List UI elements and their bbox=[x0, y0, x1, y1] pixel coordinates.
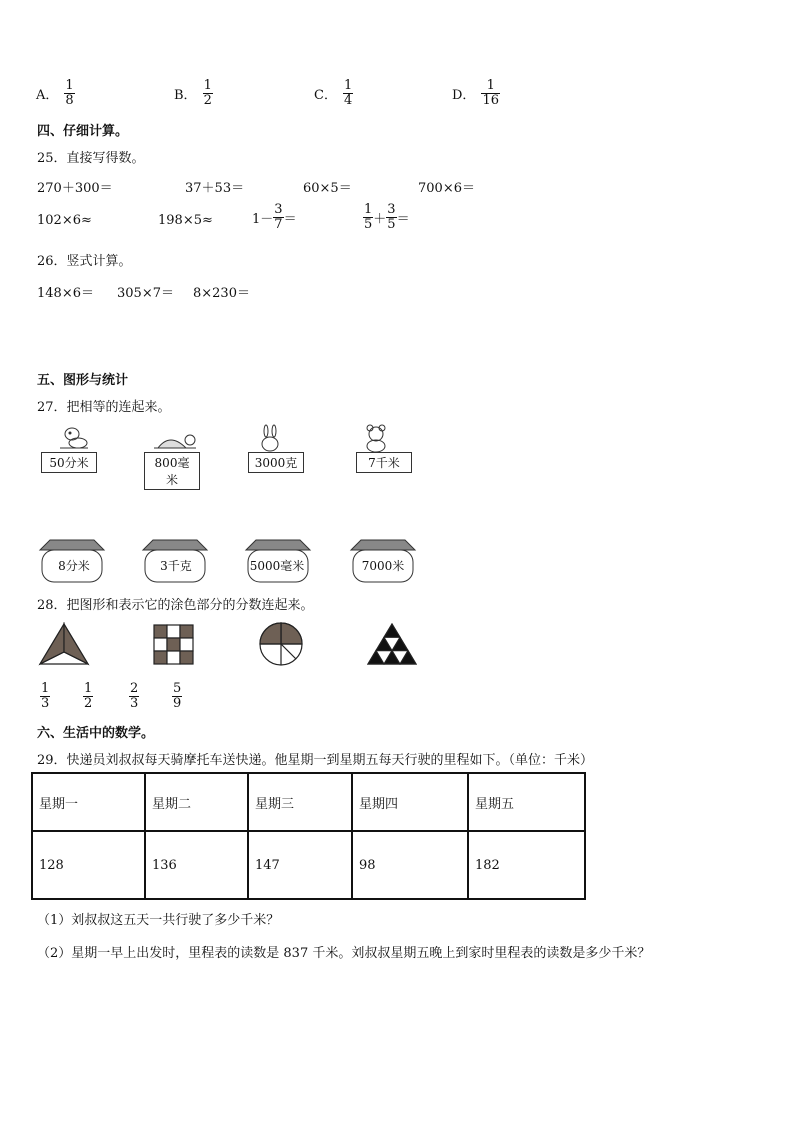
table-cell: 128 bbox=[32, 831, 145, 899]
section-4-title: 四、仔细计算。 bbox=[37, 124, 129, 139]
calc-item: 37＋53＝ bbox=[185, 181, 245, 196]
calc-item: 305×7＝ bbox=[117, 286, 174, 301]
grid-squares-icon bbox=[154, 625, 193, 664]
table-header-cell: 星期一 bbox=[32, 773, 145, 831]
question-27: 27．把相等的连起来。 bbox=[37, 400, 171, 415]
table-header-cell: 星期五 bbox=[468, 773, 585, 831]
calc-item: 198×5≈ bbox=[158, 213, 213, 228]
calc-item-fraction: 1－ $\frac{3}{7}$ ＝ bbox=[252, 202, 297, 232]
table-cell: 98 bbox=[352, 831, 468, 899]
section-6-title: 六、生活中的数学。 bbox=[37, 726, 155, 741]
animal-tag: 50分米 bbox=[41, 452, 97, 473]
table-cell: 182 bbox=[468, 831, 585, 899]
sub-question-2: （2）星期一早上出发时，里程表的读数是 837 千米。刘叔叔星期五晚上到家时里程表的读数是多少千米？ bbox=[37, 946, 651, 961]
animal-tag: 800毫米 bbox=[144, 452, 200, 490]
calc-item: 270＋300＝ bbox=[37, 181, 113, 196]
table-header-cell: 星期三 bbox=[248, 773, 352, 831]
table-header-row bbox=[32, 773, 585, 831]
dog-icon bbox=[60, 428, 88, 448]
calc-item: 148×6＝ bbox=[37, 286, 94, 301]
section-5-title: 五、图形与统计 bbox=[37, 373, 129, 388]
animal-tag: 7千米 bbox=[356, 452, 412, 473]
fraction-option: $\frac{5}{9}$ bbox=[173, 681, 182, 711]
table-header-cell: 星期二 bbox=[145, 773, 248, 831]
pie-circle-icon bbox=[260, 623, 302, 665]
calc-item: 700×6＝ bbox=[418, 181, 475, 196]
animal-tag: 3000克 bbox=[248, 452, 304, 473]
question-26: 26．竖式计算。 bbox=[37, 254, 132, 269]
table-cell: 147 bbox=[248, 831, 352, 899]
triangle-thirds-icon bbox=[40, 624, 88, 664]
fraction-option: $\frac{1}{2}$ bbox=[84, 681, 93, 711]
option-c: C． $\frac{1}{4}$ bbox=[314, 78, 353, 108]
calc-item: 60×5＝ bbox=[303, 181, 352, 196]
sub-question-1: （1）刘叔叔这五天一共行驶了多少千米？ bbox=[37, 913, 280, 928]
table-header-cell: 星期四 bbox=[352, 773, 468, 831]
table-row bbox=[32, 831, 585, 899]
question-29: 29．快递员刘叔叔每天骑摩托车送快递。他星期一到星期五每天行驶的里程如下。（单位：千米） bbox=[37, 753, 594, 768]
option-b: B． $\frac{1}{2}$ bbox=[174, 78, 212, 108]
option-a: A． $\frac{1}{8}$ bbox=[36, 78, 74, 108]
mileage-table bbox=[31, 772, 586, 900]
question-25: 25．直接写得数。 bbox=[37, 151, 145, 166]
fraction-option: $\frac{2}{3}$ bbox=[130, 681, 139, 711]
fraction-option: $\frac{1}{3}$ bbox=[41, 681, 50, 711]
rabbit-icon bbox=[262, 425, 278, 451]
shape-illustrations bbox=[38, 622, 418, 668]
turtle-icon bbox=[154, 435, 196, 448]
jar-label: 5000毫米 bbox=[249, 559, 305, 573]
table-cell: 136 bbox=[145, 831, 248, 899]
jar-label: 8分米 bbox=[58, 559, 90, 573]
calc-item-fraction-sum: $\frac{1}{5}$ ＋ $\frac{3}{5}$ ＝ bbox=[364, 202, 410, 232]
triangle-ninths-icon bbox=[368, 624, 416, 664]
bear-icon bbox=[367, 425, 385, 452]
calc-item: 8×230＝ bbox=[193, 286, 250, 301]
option-d: D． $\frac{1}{16}$ bbox=[452, 78, 499, 108]
jar-label: 7000米 bbox=[361, 559, 405, 573]
jar-label: 3千克 bbox=[160, 559, 192, 573]
calc-item: 102×6≈ bbox=[37, 213, 92, 228]
question-28: 28．把图形和表示它的涂色部分的分数连起来。 bbox=[37, 598, 314, 613]
